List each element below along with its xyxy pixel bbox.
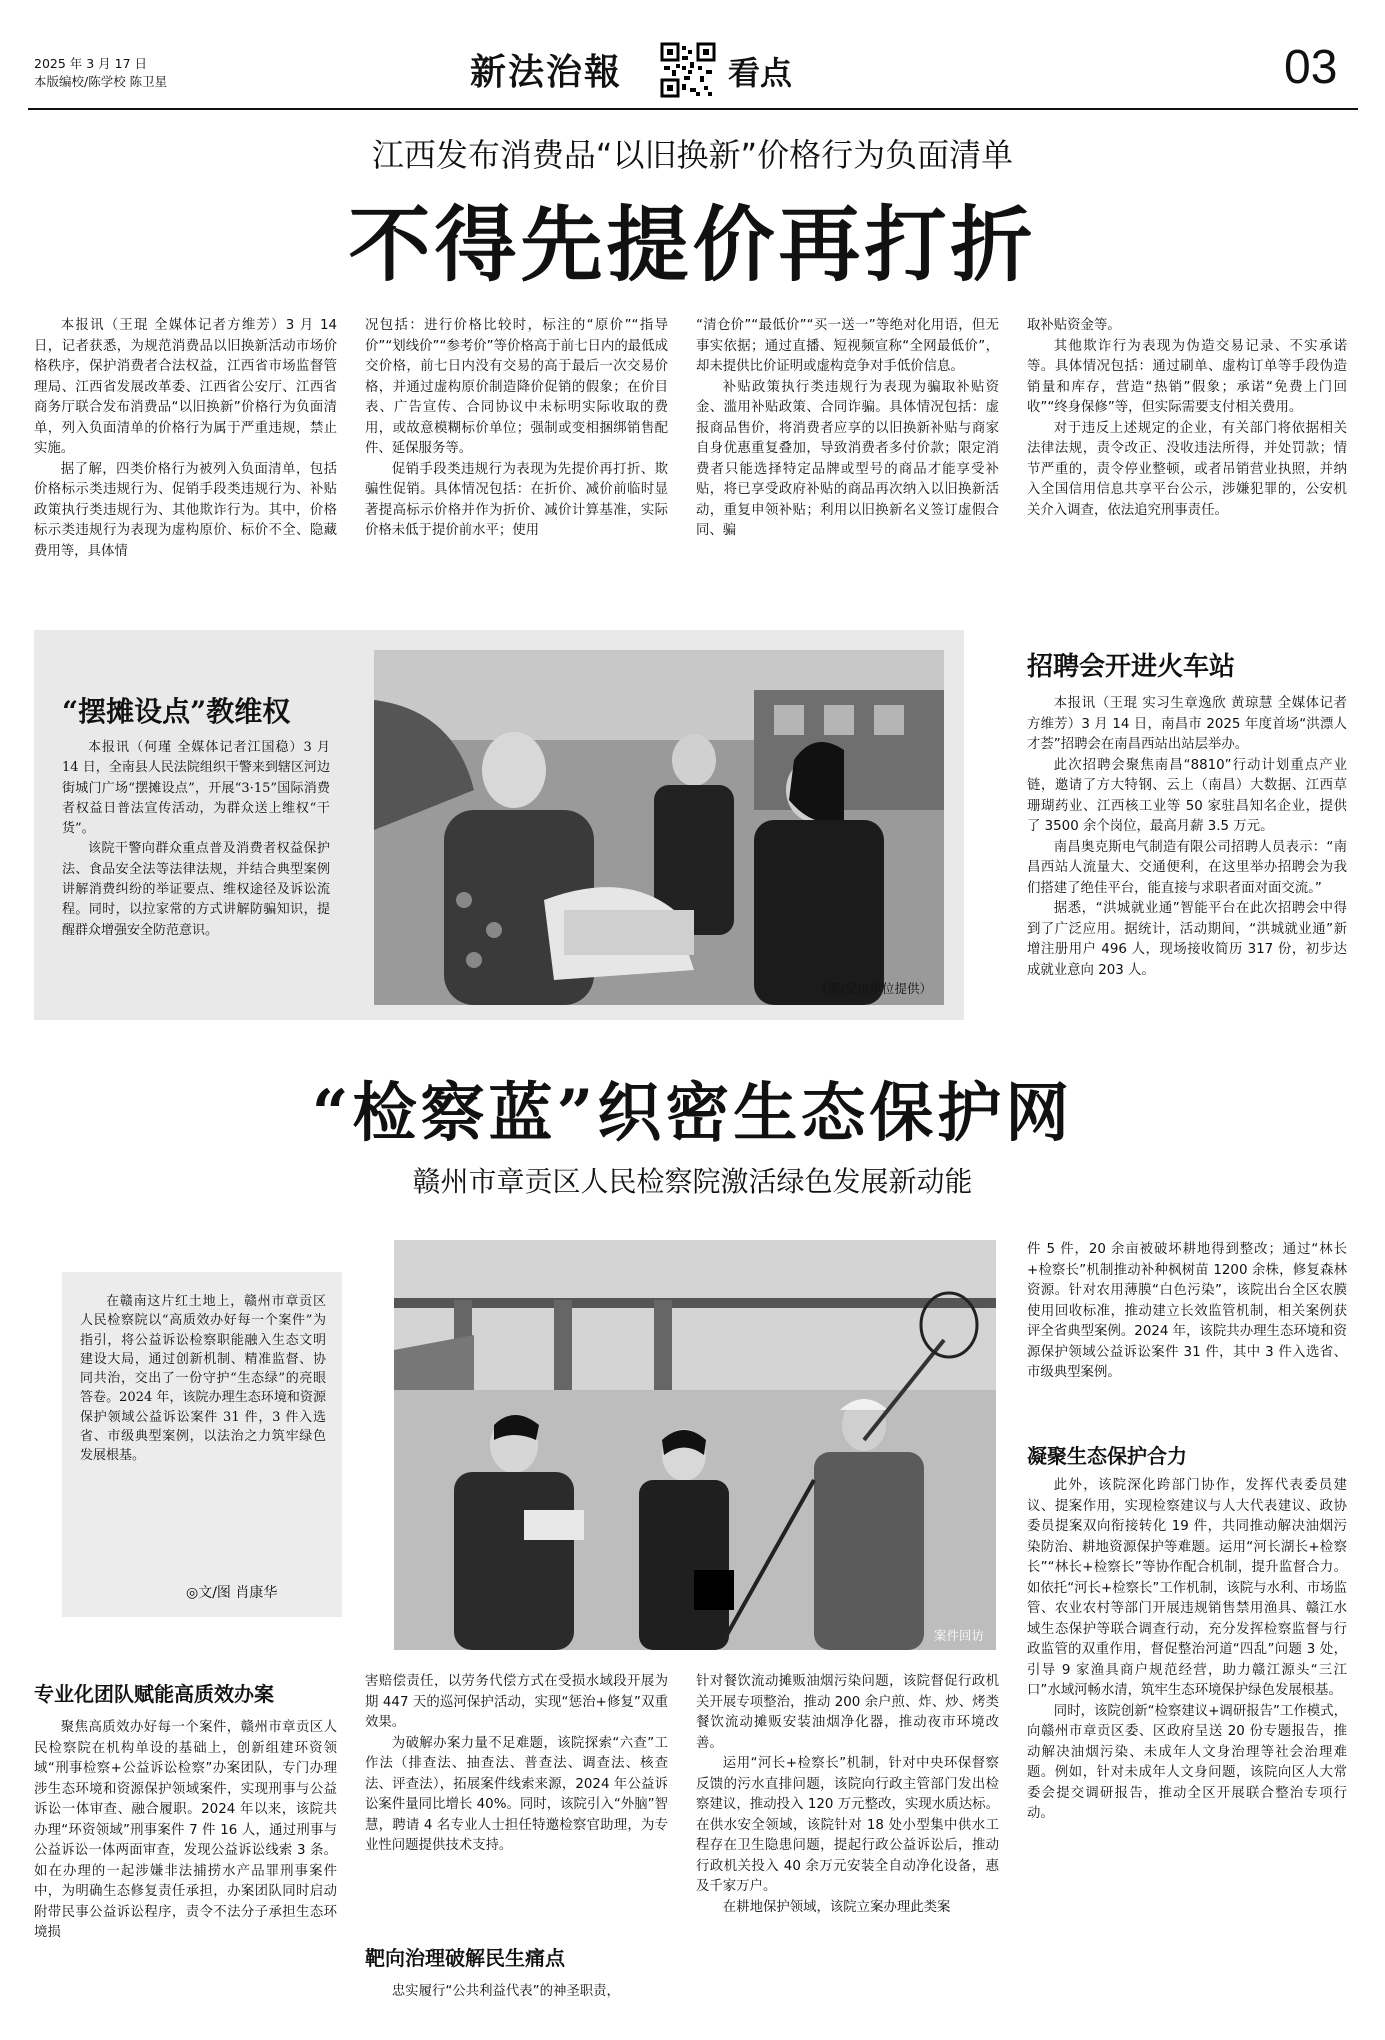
section-name: 看点 xyxy=(728,54,793,92)
paragraph: 害赔偿责任，以劳务代偿方式在受损水域段开展为期 447 天的巡河保护活动，实现“惩治+修复”双重效果。 xyxy=(365,1674,668,1730)
paragraph: 为破解办案力量不足难题，该院探索“六查”工作法（排查法、抽查法、普查法、调查法、核查法、评查法），拓展案件线索来源，2024 年公益诉讼案件量同比增长 40%。同时，该院引入“外脑”智慧，聘请 4 名专业人士担任特邀检察官助理，为专业性问题提供技术支持。 xyxy=(365,1735,668,1853)
story2-headline: “摆摊设点”教维权 xyxy=(62,695,291,728)
paragraph: 该院干警向群众重点普及消费者权益保护法、食品安全法等法律法规，并结合典型案例讲解消费纠纷的举证要点、维权途径及诉讼流程。同时，以拉家常的方式讲解防骗知识，提醒群众增强安全防范意识。 xyxy=(62,841,330,938)
story1-column-1 xyxy=(34,316,337,562)
story4-column-4-bottom xyxy=(1027,1476,1347,1825)
paragraph: 此次招聘会聚焦南昌“8810”行动计划重点产业链，邀请了方大特钢、云上（南昌）大数据、江西草珊瑚药业、江西核工业等 50 家驻昌知名企业，提供了 3500 余个岗位，最高月薪 3.5 万元。 xyxy=(1027,757,1347,834)
story4-byline: ◎文/图 肖康华 xyxy=(186,1585,278,1601)
story4-section2-column-2 xyxy=(365,1982,668,2003)
paragraph: 件 5 件，20 余亩被破坏耕地得到整改；通过“林长+检察长”机制推动补种枫树苗 1200 余株，修复森林资源。针对农用薄膜“白色污染”，该院出台全区农膜使用回收标准，推动建立长效监管机制，相关案例获评全省典型案例。2024 年，该院共办理生态环境和资源保护领域公益诉讼案件 31 件，其中 3 件入选省、市级典型案例。 xyxy=(1027,1242,1347,1380)
paragraph: 聚焦高质效办好每一个案件，赣州市章贡区人民检察院在机构单设的基础上，创新组建环资领域“刑事检察+公益诉讼检察”办案团队，专门办理涉生态环境和资源保护领域案件，实现刑事与公益诉讼一体审查、融合履职。2024 年以来，该院共办理“环资领域”刑事案件 7 件 16 人，通过刑事与公益诉讼一体两面审查，发现公益诉讼线索 3 条。如在办理的一起涉嫌非法捕捞水产品罪刑事案件中，为明确生态修复责任承担，办案团队同时启动附带民事公益诉讼程序，责令不法分子承担生态环境损 xyxy=(34,1720,337,1940)
story4-section1-column-2 xyxy=(365,1672,668,1857)
story2-photo-caption: （图/受访单位提供） xyxy=(815,981,932,996)
story4-photo xyxy=(394,1240,996,1650)
story4-headline: “检察蓝”织密生态保护网 xyxy=(311,1076,1074,1151)
story2-photo xyxy=(374,650,944,1005)
story2-text xyxy=(62,738,330,941)
paragraph: 南昌奥克斯电气制造有限公司招聘人员表示：“南昌西站人流量大、交通便利，在这里举办招聘会为我们搭建了绝佳平台，能直接与求职者面对面交流。” xyxy=(1027,839,1347,896)
paragraph: 况包括：进行价格比较时，标注的“原价”“指导价”“划线价”“参考价”等价格高于前七日内的最低成交价格，前七日内没有交易的高于最后一次交易价格，并通过虚构原价制造降价促销的假象；在价目表、广告宣传、合同协议中未标明实际收取的费用，或故意模糊标价单位；强制或变相捆绑销售配件、延保服务等。 xyxy=(365,318,668,456)
story4-photo-caption: 案件回访 xyxy=(933,1628,984,1643)
story4-intro xyxy=(80,1292,326,1466)
paragraph: 对于违反上述规定的企业，有关部门将依据相关法律法规，责令改正、没收违法所得，并处罚款；情节严重的，责令停业整顿，或者吊销营业执照，并纳入全国信用信息共享平台公示，涉嫌犯罪的，公安机关介入调查，依法追究刑事责任。 xyxy=(1027,420,1347,518)
masthead-rule xyxy=(28,108,1358,110)
paper-name: 新法治報 xyxy=(470,51,623,93)
paragraph: 据悉，“洪城就业通”智能平台在此次招聘会中得到了广泛应用。据统计，活动期间，“洪城就业通”新增注册用户 496 人，现场接收简历 317 份，初步达成就业意向 203 人。 xyxy=(1027,901,1347,978)
masthead xyxy=(0,0,1385,112)
paragraph: 忠实履行“公共利益代表”的神圣职责， xyxy=(391,1984,620,1999)
story3-text xyxy=(1027,694,1347,981)
paragraph: 本报讯（何瑾 全媒体记者江国稳）3 月 14 日，全南县人民法院组织干警来到辖区河边街城门广场“摆摊设点”，开展“3·15”国际消费者权益日普法宣传活动，为群众送上维权“干货”。 xyxy=(62,740,330,837)
paragraph: 本报讯（王琨 实习生章逸欣 黄琼慧 全媒体记者方维芳）3 月 14 日，南昌市 2025 年度首场“洪漂人才荟”招聘会在南昌西站出站层举办。 xyxy=(1027,696,1347,752)
story1-column-4 xyxy=(1027,316,1347,521)
paragraph: “清仓价”“最低价”“买一送一”等绝对化用语，但无事实依据；通过直播、短视频宣称“全网最低价”，却未提供比价证明或虚构竞争对手低价信息。 xyxy=(696,318,999,374)
story1-column-2 xyxy=(365,316,668,542)
story4-section2-title: 靶向治理破解民生痛点 xyxy=(365,1946,565,1970)
paragraph: 同时，该院创新“检察建议+调研报告”工作模式，向赣州市章贡区委、区政府呈送 20 份专题报告，推动解决油烟污染、未成年人文身治理等社会治理难题。例如，针对未成年人文身问题，该院向区人大常委会提交调研报告，推动全区开展联合整治专项行动。 xyxy=(1027,1703,1347,1821)
paragraph: 其他欺诈行为表现为伪造交易记录、不实承诺等。具体情况包括：通过刷单、虚构订单等手段伪造销量和库存，营造“热销”假象；承诺“免费上门回收”“终身保修”等，但实际需要支付相关费用。 xyxy=(1027,338,1347,415)
story4-section1-column-1 xyxy=(34,1718,337,1944)
story4-column-4-top xyxy=(1027,1240,1347,1384)
paragraph: 取补贴资金等。 xyxy=(1027,318,1121,333)
issue-date: 2025 年 3 月 17 日 xyxy=(34,56,148,71)
editors-line: 本版编校/陈学校 陈卫星 xyxy=(34,74,168,89)
paragraph: 促销手段类违规行为表现为先提价再打折、欺骗性促销。具体情况包括：在折价、减价前临时显著提高标示价格并作为折价、减价计算基准，实际价格未低于提价前水平；使用 xyxy=(365,461,668,538)
story1-column-3 xyxy=(696,316,999,542)
paragraph: 针对餐饮流动摊贩油烟污染问题，该院督促行政机关开展专项整治，推动 200 余户煎、炸、炒、烤类餐饮流动摊贩安装油烟净化器，推动夜市环境改善。 xyxy=(696,1674,999,1751)
story1-kicker: 江西发布消费品“以旧换新”价格行为负面清单 xyxy=(371,136,1014,174)
qr-code-icon xyxy=(660,42,716,98)
story4-section3-title: 凝聚生态保护合力 xyxy=(1027,1444,1187,1468)
paragraph: 补贴政策执行类违规行为表现为骗取补贴资金、滥用补贴政策、合同诈骗。具体情况包括：虚报商品售价，将消费者应享的以旧换新补贴与商家自身优惠重复叠加，导致消费者多付价款；限定消费者只能选择特定品牌或型号的商品才能享受补贴，将已享受政府补贴的商品再次纳入以旧换新活动，重复申领补贴；利用以旧换新名义签订虚假合同、骗 xyxy=(696,379,999,538)
paragraph: 此外，该院深化跨部门协作，发挥代表委员建议、提案作用，实现检察建议与人大代表建议、政协委员提案双向衔接转化 19 件，共同推动解决油烟污染防治、耕地资源保护等难题。运用“河长湖长+检察长”“林长+检察长”等协作配合机制，提升监督合力。如依托“河长+检察长”工作机制，该院与水利、市场监管、农业农村等部门开展违规销售禁用渔具、赣江水域生态保护等联合调查行动，充分发挥检察监督与行政监管的双重作用，督促整治河道“四乱”问题 3 处，引导 9 家渔具商户规范经营，助力赣江源头“三江口”水域河畅水清，筑牢生态环境保护绿色发展根基。 xyxy=(1027,1478,1347,1698)
story1-headline: 不得先提价再打折 xyxy=(348,198,1037,293)
story4-section1-title: 专业化团队赋能高质效办案 xyxy=(34,1682,274,1706)
story3-headline: 招聘会开进火车站 xyxy=(1027,652,1236,682)
paragraph: 本报讯（王琨 全媒体记者方维芳）3 月 14 日，记者获悉，为规范消费品以旧换新活动市场价格秩序，保护消费者合法权益，江西省市场监督管理局、江西省发展改革委、江西省公安厅、江西省商务厅联合发布消费品“以旧换新”价格行为负面清单，列入负面清单的价格行为属于严重违规，禁止实施。 xyxy=(34,318,337,456)
paragraph: 运用“河长+检察长”机制，针对中央环保督察反馈的污水直排问题，该院向行政主管部门发出检察建议，推动投入 120 万元整改，实现水质达标。在供水安全领域，该院针对 18 处小型集中供水工程存在卫生隐患问题，提起行政公益诉讼后，推动行政机关投入 40 余万元安装全自动净化设备，惠及千家万户。 xyxy=(696,1756,999,1894)
paragraph: 在耕地保护领域，该院立案办理此类案 xyxy=(722,1899,951,1915)
story4-section2-column-3 xyxy=(696,1672,999,1918)
paragraph: 在赣南这片红土地上，赣州市章贡区人民检察院以“高质效办好每一个案件”为指引，将公益诉讼检察职能融入生态文明建设大局，通过创新机制、精准监督、协同共治，交出了一份守护“生态绿”的亮眼答卷。2024 年，该院办理生态环境和资源保护领域公益诉讼案件 31 件，3 件入选省、市级典型案例，以法治之力筑牢绿色发展根基。 xyxy=(80,1294,326,1464)
story4-subheadline: 赣州市章贡区人民检察院激活绿色发展新动能 xyxy=(412,1165,973,1198)
page-number: 03 xyxy=(1284,41,1338,94)
paragraph: 据了解，四类价格行为被列入负面清单，包括价格标示类违规行为、促销手段类违规行为、补贴政策执行类违规行为、其他欺诈行为。其中，价格标示类违规行为表现为虚构原价、标价不全、隐藏费用等，具体情 xyxy=(34,461,337,559)
